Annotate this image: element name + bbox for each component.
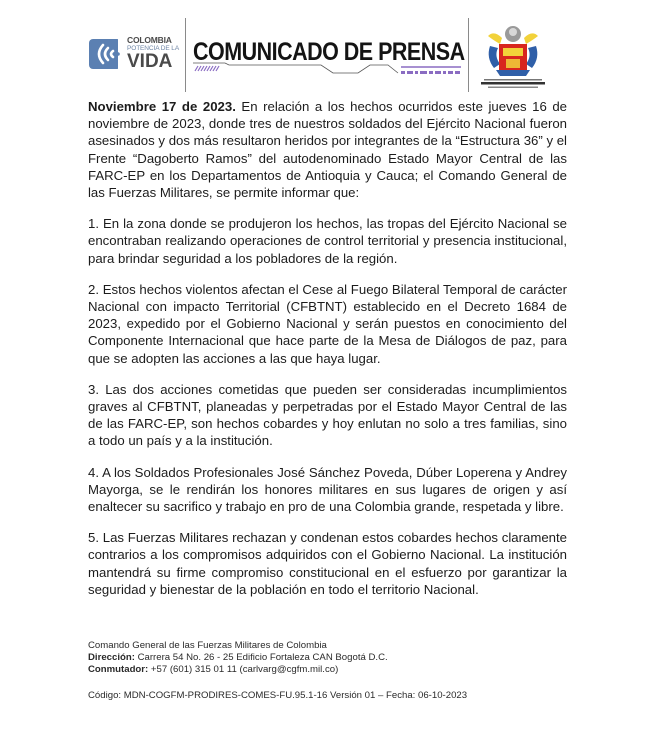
address-label: Dirección: [88, 652, 135, 664]
intro-paragraph [88, 98, 567, 201]
signal-waves-icon [89, 37, 123, 71]
footer-phone [88, 664, 568, 676]
release-date: Noviembre 17 de 2023. [88, 99, 236, 114]
address-value: Carrera 54 No. 26 - 25 Edificio Fortaleza CAN Bogotá D.C. [134, 652, 388, 664]
footer-address [88, 652, 568, 664]
letterhead [0, 0, 656, 95]
point-3: 3. Las dos acciones cometidas que pueden ser consideradas incumplimientos graves al CFBTNT, planeadas y perpetradas por el Estado Mayor Central de las de las FARC-EP, son hechos cobardes y hoy enlutan no solo a tres familias, sino a todo un país y a la institución. [88, 381, 567, 449]
point-4: 4. A los Soldados Profesionales José Sánchez Poveda, Dúber Loperena y Andrey Mayorga, se le rendirán los honores militares en sus lugares de origen y así enaltecer su sacrifico y trabajo en pro de una Colombia grande, respetada y libre. [88, 464, 567, 515]
military-coat-of-arms-icon [480, 22, 546, 90]
footer [88, 640, 568, 702]
intro-text: En relación a los hechos ocurridos este jueves 16 de noviembre de 2023, donde tres de nuestros soldados del Ejército Nacional fueron asesinados y dos más resultaron heridos por integrantes de la “Estructura 36” y el Frente “Dagoberto Ramos” del autodenominado Estado Mayor Central de las FARC-EP en los Departamentos de Antioquia y Cauca; el Comando General de las Fuerzas Militares, se permite informar que: [88, 99, 567, 201]
title-decoration [193, 60, 463, 90]
header-divider-right [468, 18, 469, 92]
point-5: 5. Las Fuerzas Militares rechazan y condenan estos cobardes hechos claramente contrarios a los compromisos adquiridos con el Gobierno Nacional. La institución mantendrá su firme compromiso constitucional en el esfuerzo por garantizar la seguridad y bienestar de la población en todo el territorio Nacional. [88, 530, 567, 597]
header-divider-left [185, 18, 186, 92]
point-1: 1. En la zona donde se produjeron los hechos, las tropas del Ejército Nacional se encontraban realizando operaciones de control territorial y presencia institucional, para brindar seguridad a los pobladores de la región. [88, 216, 567, 266]
point-2: 2. Estos hechos violentos afectan el Cese al Fuego Bilateral Temporal de carácter Nacional con impacto Territorial (CFBTNT) establecido en el Decreto 1684 de 2023, expedido por el Gobierno Nacional y serán puestos en conocimiento del Componente Internacional que hace parte de la Mesa de Diálogos de paz, para que se adopten las acciones a las que haya lugar. [88, 281, 567, 366]
logo-line-potencia: POTENCIA DE LA [127, 44, 180, 52]
phone-value: +57 (601) 315 01 11 (carlvarg@cgfm.mil.co) [148, 664, 339, 676]
press-release-body [88, 98, 567, 612]
phone-label: Conmutador: [88, 664, 149, 676]
document-code: Código: MDN-COGFM-PRODIRES-COMES-FU.95.1-16 Versión 01 – Fecha: 06-10-2023 [88, 689, 468, 701]
footer-organization: Comando General de las Fuerzas Militares de Colombia [88, 640, 327, 651]
colombia-potencia-de-la-vida-logo [89, 36, 181, 74]
logo-line-vida: VIDA [127, 51, 173, 72]
logo-line-colombia: COLOMBIA [127, 35, 172, 45]
page-title: COMUNICADO DE PRENSA [193, 38, 465, 66]
